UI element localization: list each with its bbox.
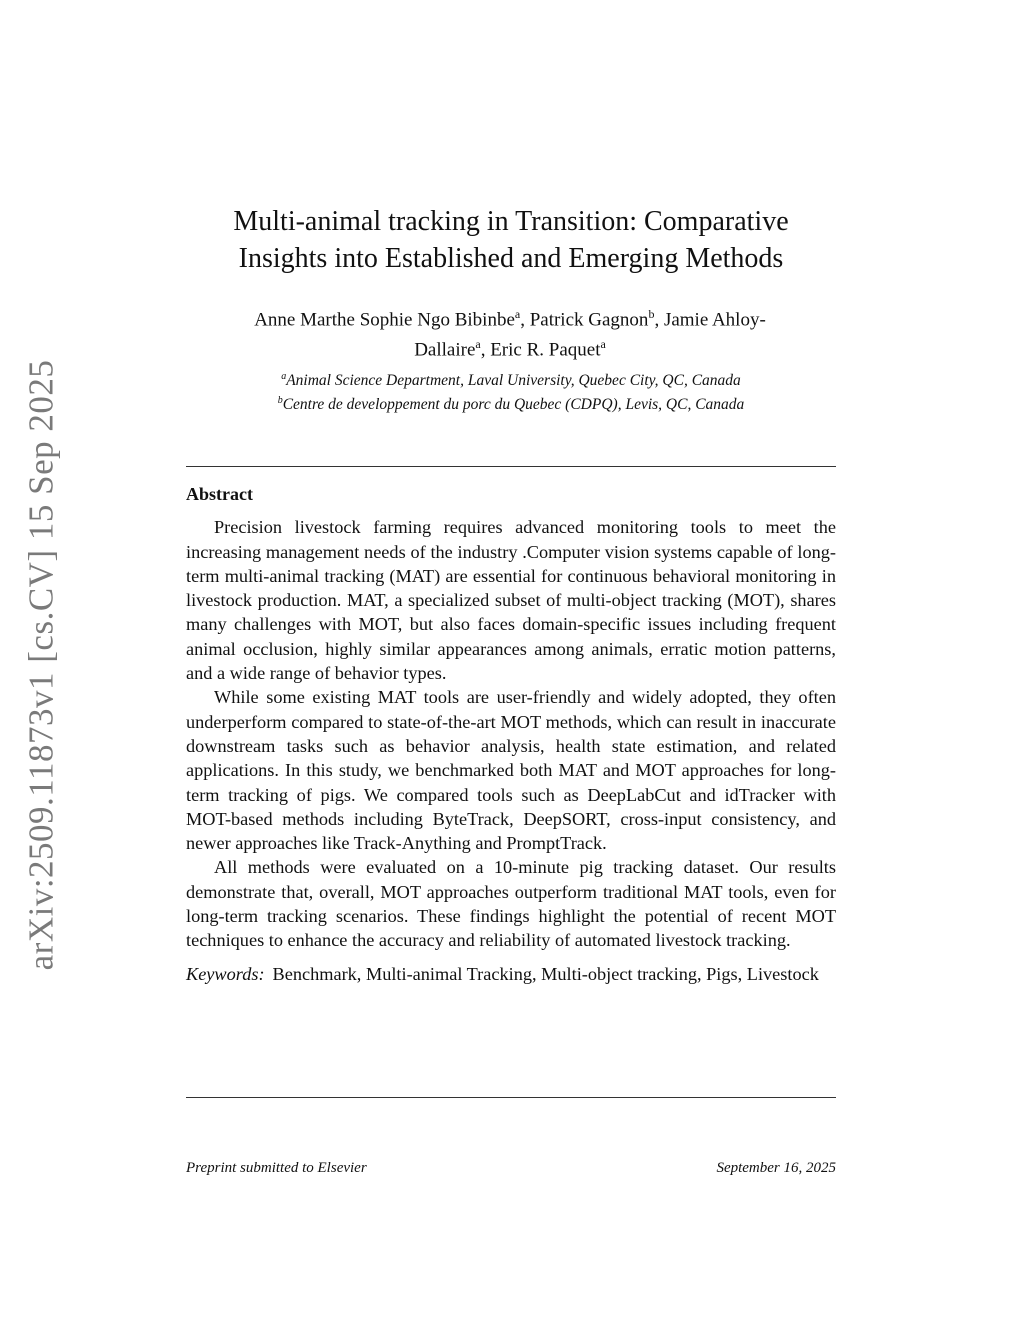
author-name: Jamie Ahloy-Dallaire (414, 309, 766, 361)
affiliation-mark: a (281, 371, 287, 382)
author-affiliation-mark: b (648, 307, 655, 321)
author-list: Anne Marthe Sophie Ngo Bibinbe$^a$, Patrick Gagnon$^b$, Jamie Ahloy-Dallaire$^a$, Eric R. Paquet$^a$ (254, 307, 766, 361)
footer-date: September 16, 2025 (716, 1160, 836, 1176)
arxiv-identifier (12, 359, 70, 971)
page-footer (186, 1160, 836, 1177)
author-name: Patrick Gagnon (529, 309, 649, 331)
footer-submission-note: Preprint submitted to Elsevier (186, 1160, 367, 1176)
abstract-paragraph: Precision livestock farming requires advanced monitoring tools to meet the increasing management needs of the industry .Computer vision systems capable of long-term multi-animal tracking (MAT) are essential for continuous behavioral monitoring in livestock production. MAT, a specialized subset of multi-object tracking (MOT), shares many challenges with MOT, but also faces domain-specific issues including frequent animal occlusion, highly similar appearances among animals, erratic motion patterns, and a wide range of behavior types. (186, 517, 836, 684)
author-name: Anne Marthe Sophie Ngo Bibinbe (254, 309, 515, 331)
affiliation-mark: b (277, 395, 283, 407)
author-affiliation-mark: a (475, 337, 481, 352)
abstract-paragraph: While some existing MAT tools are user-friendly and widely adopted, they often underperform compared to state-of-the-art MOT methods, which can result in inaccurate downstream tasks such as behavior analysis, health state estimation, and related applications. In this study, we benchmarked both MAT and MOT approaches for long-term tracking of pigs. We compared tools such as DeepLabCut and idTracker with MOT-based methods including ByteTrack, DeepSORT, cross-input consistency, and newer approaches like Track-Anything and PromptTrack. (186, 687, 836, 854)
affiliation-text: Animal Science Department, Laval University, Quebec City, QC, Canada (286, 372, 741, 390)
affiliation (186, 367, 836, 391)
paper-title: Multi-animal tracking in Transition: Comparative Insights into Established and Emerging Methods (233, 206, 789, 274)
abstract-section (186, 482, 836, 986)
author-affiliation-mark: a (600, 337, 606, 352)
abstract-paragraph: All methods were evaluated on a 10-minute pig tracking dataset. Our results demonstrate that, overall, MOT approaches outperform traditional MAT tools, even for long-term tracking scenarios. These findings highlight the potential of recent MOT techniques to enhance the accuracy and reliability of automated livestock tracking. (186, 857, 836, 951)
affiliation (186, 391, 836, 415)
keywords-text: Benchmark, Multi-animal Tracking, Multi-object tracking, Pigs, Livestock (272, 963, 819, 984)
author-name: Eric R. Paquet (490, 339, 601, 361)
top-divider (186, 466, 836, 467)
bottom-divider (186, 1097, 836, 1098)
abstract-heading: Abstract (186, 484, 253, 504)
author-affiliation-mark: a (514, 307, 521, 321)
arxiv-identifier-text: arXiv:2509.11873v1 [cs.CV] 15 Sep 2025 (21, 359, 61, 971)
keywords-label: Keywords: (186, 963, 265, 984)
keywords (186, 962, 836, 986)
affiliation-list (186, 367, 836, 415)
affiliation-text: Centre de developpement du porc du Quebec (CDPQ), Levis, QC, Canada (282, 396, 745, 414)
